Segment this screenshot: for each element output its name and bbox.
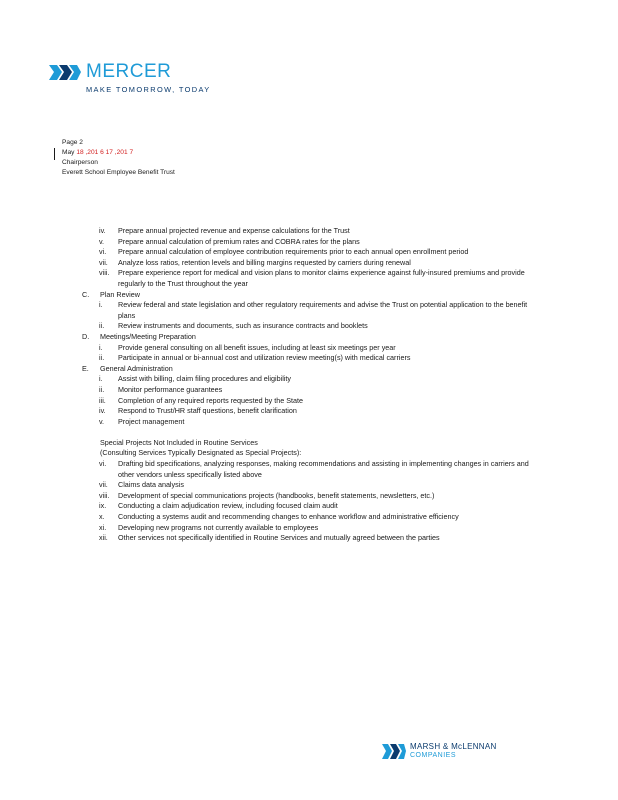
date-line (62, 148, 175, 158)
date-prefix: May (62, 149, 75, 156)
list-item (82, 321, 542, 332)
item-number: iv. (99, 406, 106, 416)
item-text: Review federal and state legislation and other regulatory requirements and advise the Trust on potential application to the benefit plans (118, 300, 528, 320)
item-number: iii. (99, 395, 106, 405)
item-number: xi. (99, 522, 107, 532)
list-item (82, 491, 542, 502)
document-body (82, 226, 542, 544)
item-text: Claims data analysis (118, 480, 184, 490)
footer-brand-name: MARSH & McLENNAN (410, 742, 497, 751)
list-item (82, 396, 542, 407)
item-number: i. (99, 374, 103, 384)
section-title: General Administration (100, 363, 173, 373)
item-number: i. (99, 300, 103, 310)
item-number: ii. (99, 321, 105, 331)
section-heading (82, 290, 542, 301)
item-number: i. (99, 342, 103, 352)
spacer (82, 427, 542, 438)
item-number: vii. (99, 257, 108, 267)
item-text: Prepare experience report for medical and vision plans to monitor claims experience against fully-insured premiums and provide regularly to the Trust throughout the year (118, 268, 525, 288)
item-text: Provide general consulting on all benefit issues, including at least six meetings per year (118, 342, 396, 352)
item-number: vi. (99, 247, 107, 257)
list-item (82, 374, 542, 385)
marsh-mclennan-logo-icon (382, 744, 406, 759)
section-heading (82, 332, 542, 343)
list-item (82, 533, 542, 544)
recipient-org: Everett School Employee Benefit Trust (62, 169, 175, 176)
brand-name: MERCER (86, 61, 172, 82)
item-text: Development of special communications projects (handbooks, benefit statements, newsletters, etc.) (118, 490, 435, 500)
item-text: Respond to Trust/HR staff questions, benefit clarification (118, 406, 297, 416)
list-item (82, 501, 542, 512)
item-number: vii. (99, 480, 108, 490)
list-item (82, 300, 542, 321)
marsh-mclennan-logo (382, 742, 512, 764)
list-item (82, 237, 542, 248)
item-number: vi. (99, 459, 107, 469)
item-number: ii. (99, 384, 105, 394)
item-number: v. (99, 236, 105, 246)
item-text: Drafting bid specifications, analyzing responses, making recommendations and assisting in implementing changes in carriers and other vendors unless specifically listed above (118, 459, 529, 479)
list-item (82, 406, 542, 417)
section-title: Meetings/Meeting Preparation (100, 331, 196, 341)
item-number: ii. (99, 353, 105, 363)
section-letter: D. (82, 331, 90, 341)
footer-brand-sub: COMPANIES (410, 752, 456, 759)
section-heading (82, 364, 542, 375)
mercer-logo-icon (49, 64, 81, 81)
list-item (82, 459, 542, 480)
item-text: Project management (118, 416, 185, 426)
item-text: Other services not specifically identified in Routine Services and mutually agreed between the parties (118, 533, 440, 543)
special-subheading: (Consulting Services Typically Designated as Special Projects): (100, 448, 302, 458)
item-text: Prepare annual projected revenue and expense calculations for the Trust (118, 226, 350, 235)
item-text: Prepare annual calculation of premium rates and COBRA rates for the plans (118, 236, 360, 246)
item-text: Monitor performance guarantees (118, 384, 223, 394)
page-header-meta (62, 138, 175, 178)
item-text: Completion of any required reports requested by the State (118, 395, 303, 405)
item-text: Conducting a systems audit and recommending changes to enhance workflow and administrative efficiency (118, 512, 459, 522)
list-item (82, 480, 542, 491)
item-text: Participate in annual or bi-annual cost and utilization review meeting(s) with medical carriers (118, 353, 411, 363)
item-number: x. (99, 512, 105, 522)
list-item (82, 523, 542, 534)
item-number: iv. (99, 226, 106, 235)
special-heading: Special Projects Not Included in Routine Services (100, 437, 258, 447)
item-number: xii. (99, 533, 108, 543)
item-text: Prepare annual calculation of employee contribution requirements prior to each annual open enrollment period (118, 247, 469, 257)
item-text: Developing new programs not currently available to employees (118, 522, 319, 532)
list-item (82, 268, 542, 289)
item-text: Conducting a claim adjudication review, including focused claim audit (118, 501, 338, 511)
page-number: Page 2 (62, 139, 83, 146)
item-text: Assist with billing, claim filing procedures and eligibility (118, 374, 291, 384)
list-item (82, 512, 542, 523)
brand-tagline: MAKE TOMORROW, TODAY (86, 85, 211, 94)
recipient-title: Chairperson (62, 159, 98, 166)
section-letter: C. (82, 289, 90, 299)
list-item (82, 385, 542, 396)
item-number: viii. (99, 268, 110, 278)
list-item (82, 343, 542, 354)
list-item (82, 226, 542, 237)
revision-bar (54, 148, 55, 160)
item-number: ix. (99, 501, 107, 511)
mercer-logo (49, 62, 239, 98)
section-title: Plan Review (100, 289, 140, 299)
section-letter: E. (82, 363, 89, 373)
date-revised: 18 ,201 6 17 ,201 7 (76, 149, 134, 156)
item-text: Review instruments and documents, such as insurance contracts and booklets (118, 321, 368, 331)
item-number: viii. (99, 490, 110, 500)
list-item (82, 258, 542, 269)
item-number: v. (99, 416, 105, 426)
item-text: Analyze loss ratios, retention levels and billing margins requested by carriers during renewal (118, 257, 411, 267)
list-item (82, 247, 542, 258)
list-item (82, 353, 542, 364)
list-item (82, 417, 542, 428)
